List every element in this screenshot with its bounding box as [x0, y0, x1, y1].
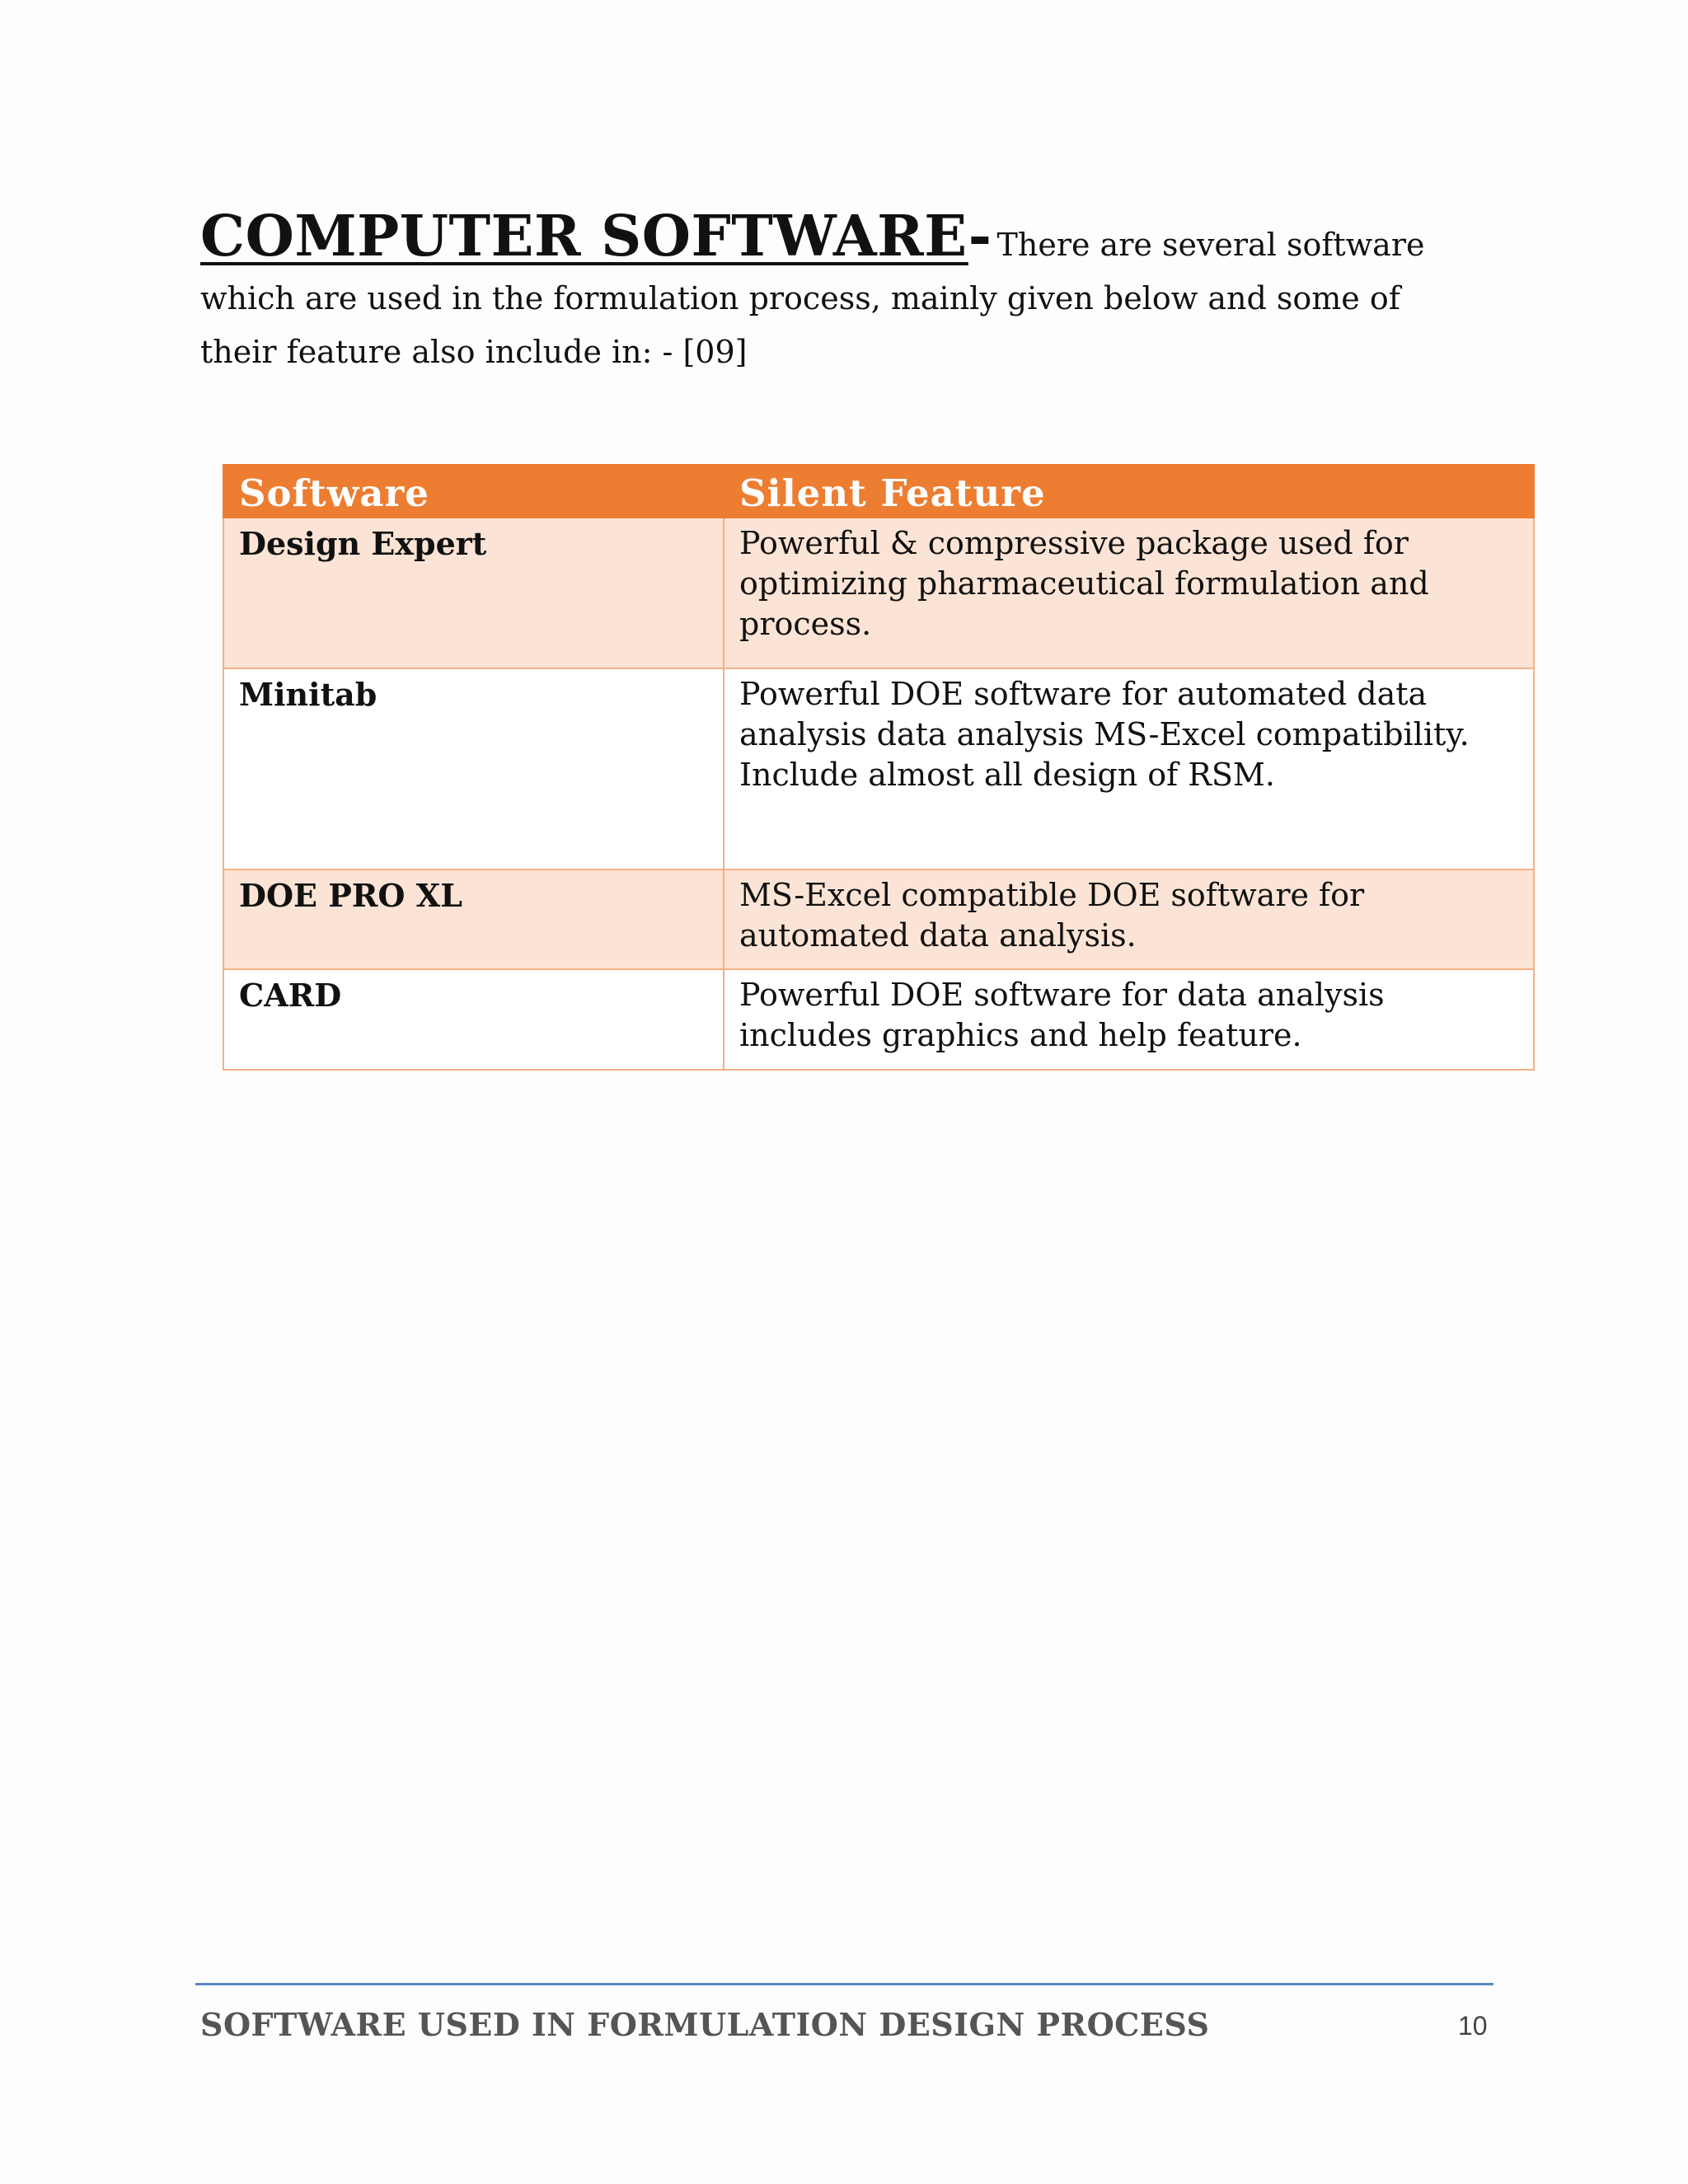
- intro-lead-text: There are several software which: [200, 227, 1425, 316]
- software-table: [223, 464, 1535, 1071]
- table-row: [223, 518, 1534, 668]
- software-feature: Powerful DOE software for data analysis includes graphics and help feature.: [724, 969, 1534, 1070]
- intro-paragraph: [200, 204, 1486, 379]
- software-feature: MS-Excel compatible DOE software for automated data analysis.: [724, 869, 1534, 969]
- header-feature: Silent Feature: [724, 465, 1534, 518]
- table-row: [223, 969, 1534, 1070]
- table-header-row: [223, 465, 1534, 518]
- software-name: Minitab: [223, 668, 724, 869]
- table-row: [223, 668, 1534, 869]
- software-name: DOE PRO XL: [223, 869, 724, 969]
- software-feature: Powerful & compressive package used for optimizing pharmaceutical formulation and process.: [724, 518, 1534, 668]
- page-number: 10: [1458, 2011, 1488, 2041]
- footer-title: SOFTWARE USED IN FORMULATION DESIGN PROCESS: [200, 2006, 1210, 2043]
- software-name: Design Expert: [223, 518, 724, 668]
- header-software: Software: [223, 465, 724, 518]
- footer-divider: [195, 1983, 1493, 1985]
- intro-body-text: are used in the formulation process, mainly given below and some of their feature also include in: - [09]: [200, 280, 1400, 370]
- software-feature: Powerful DOE software for automated data analysis data analysis MS-Excel compatibility. Include almost all design of RSM.: [724, 668, 1534, 869]
- section-heading: COMPUTER SOFTWARE-: [200, 204, 992, 269]
- software-name: CARD: [223, 969, 724, 1070]
- table-row: [223, 869, 1534, 969]
